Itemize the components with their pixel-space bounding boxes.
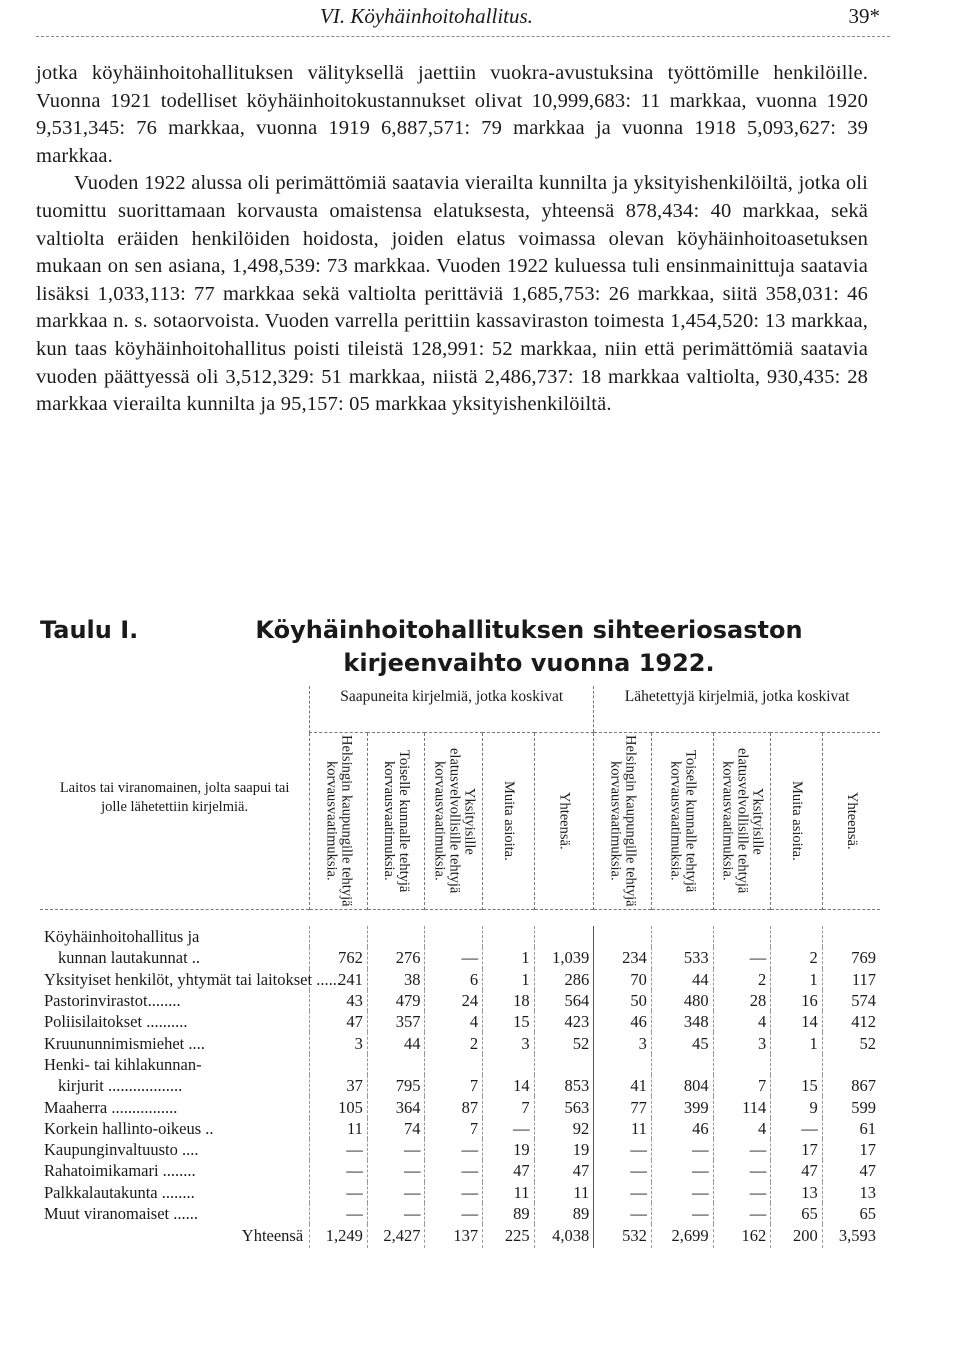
row-label: Kruununnimismiehet ....: [44, 1033, 205, 1053]
running-header: [320, 4, 880, 30]
table-cell: —: [713, 1160, 771, 1181]
table-cell: 11: [594, 1118, 652, 1139]
table-cell: 276: [367, 947, 425, 968]
table-cell: 7: [713, 1075, 771, 1096]
row-label: Henki- tai kihlakunnan-: [44, 1054, 202, 1074]
table-cell: 286: [534, 969, 594, 990]
table-cell: —: [713, 947, 771, 968]
table-cell: —: [310, 1182, 368, 1203]
chapter-title: VI. Köyhäinhoitohallitus.: [320, 4, 533, 28]
table-cell: 74: [367, 1118, 425, 1139]
table-row: [40, 990, 880, 1011]
page-number: 39*: [848, 4, 880, 28]
total-row: [40, 1224, 880, 1248]
total-cell: 200: [771, 1224, 822, 1248]
row-label: Poliisilaitokset ..........: [44, 1012, 188, 1032]
table-row: [40, 1182, 880, 1203]
table-row: [40, 1011, 880, 1032]
table-cell: 114: [713, 1096, 771, 1117]
table-cell: 38: [367, 969, 425, 990]
table-cell: [483, 926, 534, 947]
table-cell: 46: [594, 1011, 652, 1032]
header-rule: [36, 36, 890, 37]
table-cell: 47: [771, 1160, 822, 1181]
table-cell: 24: [425, 990, 483, 1011]
col-header-total-sent: Yhteensä.: [822, 733, 880, 910]
col-header-other-matters-sent: Muita asioita.: [771, 733, 822, 910]
table-cell: 412: [822, 1011, 880, 1032]
table-cell: 1: [771, 1032, 822, 1053]
total-label: Yhteensä: [241, 1226, 304, 1246]
table-cell: —: [651, 1182, 713, 1203]
table-cell: —: [594, 1139, 652, 1160]
table-row: [40, 969, 880, 990]
table-cell: —: [483, 1118, 534, 1139]
table-cell: [713, 926, 771, 947]
table-cell: 423: [534, 1011, 594, 1032]
group-header-received: Saapuneita kirjelmiä, jotka koskivat: [310, 686, 594, 733]
table-cell: 364: [367, 1096, 425, 1117]
table-cell: 804: [651, 1075, 713, 1096]
row-label: Muut viranomaiset ......: [44, 1204, 198, 1223]
table-cell: 1: [771, 969, 822, 990]
table-cell: 19: [483, 1139, 534, 1160]
table-cell: 795: [367, 1075, 425, 1096]
table-cell: —: [651, 1139, 713, 1160]
table-cell: 9: [771, 1096, 822, 1117]
table-cell: [310, 926, 368, 947]
table-cell: 11: [534, 1182, 594, 1203]
col-header-other-municipality-received: Toiselle kunnalle tehtyjä korvausvaatimuksia.: [367, 733, 425, 910]
table-cell: 19: [534, 1139, 594, 1160]
table-cell: 50: [594, 990, 652, 1011]
table-row: [40, 1054, 880, 1075]
table-cell: 867: [822, 1075, 880, 1096]
row-label: kunnan lautakunnat ..: [58, 948, 201, 968]
table-cell: 4: [425, 1011, 483, 1032]
table-cell: 241: [310, 969, 368, 990]
table-cell: [822, 926, 880, 947]
table-cell: —: [425, 1160, 483, 1181]
table-cell: 480: [651, 990, 713, 1011]
total-cell: 4,038: [534, 1224, 594, 1248]
col-header-helsinki-received: Helsingin kaupungille tehtyjä korvausvaatimuksia.: [310, 733, 368, 910]
table-cell: 14: [771, 1011, 822, 1032]
table-cell: 89: [483, 1203, 534, 1224]
table-cell: 3: [310, 1032, 368, 1053]
table-row: [40, 1118, 880, 1139]
table-cell: —: [367, 1139, 425, 1160]
table-cell: [594, 1054, 652, 1075]
table-number: Taulu I.: [40, 616, 139, 644]
table-cell: 2: [771, 947, 822, 968]
table-cell: 4: [713, 1011, 771, 1032]
table-row: [40, 1160, 880, 1181]
table-cell: 15: [771, 1075, 822, 1096]
table-cell: —: [310, 1203, 368, 1224]
table-cell: 77: [594, 1096, 652, 1117]
table-cell: 65: [771, 1203, 822, 1224]
table-cell: [822, 1054, 880, 1075]
table-cell: —: [594, 1182, 652, 1203]
table-cell: 87: [425, 1096, 483, 1117]
table-cell: 7: [483, 1096, 534, 1117]
table-cell: 61: [822, 1118, 880, 1139]
table-cell: 11: [483, 1182, 534, 1203]
table-cell: 399: [651, 1096, 713, 1117]
table-cell: 43: [310, 990, 368, 1011]
table-row: [40, 1032, 880, 1053]
table-cell: [594, 926, 652, 947]
table-cell: 17: [822, 1139, 880, 1160]
table-row: [40, 1139, 880, 1160]
table-cell: 533: [651, 947, 713, 968]
table-row: [40, 1075, 880, 1096]
table-row: [40, 1096, 880, 1117]
table-cell: 564: [534, 990, 594, 1011]
table-cell: 2: [425, 1032, 483, 1053]
table-cell: 45: [651, 1032, 713, 1053]
table-cell: 13: [771, 1182, 822, 1203]
table-cell: [425, 1054, 483, 1075]
table-cell: —: [713, 1182, 771, 1203]
table-cell: 117: [822, 969, 880, 990]
table-cell: 1: [483, 947, 534, 968]
table-cell: —: [713, 1203, 771, 1224]
table-cell: [367, 926, 425, 947]
total-cell: 225: [483, 1224, 534, 1248]
table-cell: 16: [771, 990, 822, 1011]
table-cell: 47: [483, 1160, 534, 1181]
total-cell: 3,593: [822, 1224, 880, 1248]
table-cell: 853: [534, 1075, 594, 1096]
table-cell: 15: [483, 1011, 534, 1032]
table-cell: 3: [483, 1032, 534, 1053]
table-row: [40, 947, 880, 968]
table-cell: —: [594, 1203, 652, 1224]
table-cell: [651, 926, 713, 947]
table-cell: 46: [651, 1118, 713, 1139]
row-label: Kaupunginvaltuusto ....: [44, 1140, 199, 1160]
table-cell: 13: [822, 1182, 880, 1203]
total-cell: 1,249: [310, 1224, 368, 1248]
table-cell: [771, 1054, 822, 1075]
table-cell: [534, 1054, 594, 1075]
table-cell: —: [367, 1182, 425, 1203]
group-header-sent: Lähetettyjä kirjelmiä, jotka koskivat: [594, 686, 880, 733]
row-label: Korkein hallinto-oikeus ..: [44, 1118, 214, 1138]
table-cell: [367, 1054, 425, 1075]
table-cell: 47: [534, 1160, 594, 1181]
table-cell: 599: [822, 1096, 880, 1117]
paragraph-1: jotka köyhäinhoitohallituksen välityksellä jaettiin vuokra-avustuksina työttömille henkilöille. Vuonna 1921 todelliset köyhäinhoitokustannukset olivat 10,999,683: 11 markkaa, vuonna 1920 9,531,345: 76 markkaa, vuonna 1919 6,887,571: 79 markkaa ja vuonna 1918 5,093,627: 39 markkaa.: [36, 62, 868, 167]
row-label: Palkkalautakunta ........: [44, 1182, 195, 1202]
table-cell: [534, 926, 594, 947]
total-cell: 2,699: [651, 1224, 713, 1248]
total-cell: 532: [594, 1224, 652, 1248]
row-label: Maaherra ................: [44, 1097, 178, 1117]
table-cell: —: [367, 1203, 425, 1224]
table-cell: —: [425, 1182, 483, 1203]
table-cell: 44: [651, 969, 713, 990]
table-cell: 7: [425, 1075, 483, 1096]
table-cell: 348: [651, 1011, 713, 1032]
table-cell: —: [425, 1139, 483, 1160]
table-cell: 52: [534, 1032, 594, 1053]
row-label: Rahatoimikamari ........: [44, 1161, 196, 1181]
table-cell: 2: [713, 969, 771, 990]
table-row: [40, 1203, 880, 1224]
table-title: Köyhäinhoitohallituksen sihteeriosaston kirjeenvaihto vuonna 1922.: [255, 616, 803, 677]
table-cell: [310, 1054, 368, 1075]
table-cell: [425, 926, 483, 947]
stub-header: Laitos tai viranomainen, jolta saapui tai jolle lähetettiin kirjelmiä.: [59, 779, 290, 815]
table-cell: [651, 1054, 713, 1075]
table-cell: 1: [483, 969, 534, 990]
table-cell: 47: [310, 1011, 368, 1032]
table-cell: —: [425, 947, 483, 968]
table-cell: [483, 1054, 534, 1075]
table-cell: 17: [771, 1139, 822, 1160]
table-cell: 4: [713, 1118, 771, 1139]
table-cell: —: [310, 1160, 368, 1181]
col-header-private-received: Yksityisille elatusvelvollisille tehtyjä korvausvaatimuksia.: [425, 733, 483, 910]
col-header-other-matters-received: Muita asioita.: [483, 733, 534, 910]
table-cell: —: [367, 1160, 425, 1181]
table-cell: 7: [425, 1118, 483, 1139]
table-cell: 479: [367, 990, 425, 1011]
table-cell: 47: [822, 1160, 880, 1181]
table-cell: 37: [310, 1075, 368, 1096]
table-cell: 92: [534, 1118, 594, 1139]
table-cell: 563: [534, 1096, 594, 1117]
table-cell: 28: [713, 990, 771, 1011]
col-header-private-sent: Yksityisille elatusvelvollisille tehtyjä korvausvaatimuksia.: [713, 733, 771, 910]
table-cell: 769: [822, 947, 880, 968]
total-cell: 137: [425, 1224, 483, 1248]
table-cell: 89: [534, 1203, 594, 1224]
row-label: Pastorinvirastot........: [44, 991, 181, 1011]
table-cell: —: [713, 1139, 771, 1160]
table-cell: 6: [425, 969, 483, 990]
table-cell: 52: [822, 1032, 880, 1053]
table-cell: —: [425, 1203, 483, 1224]
total-cell: 2,427: [367, 1224, 425, 1248]
paragraph-2: Vuoden 1922 alussa oli perimättömiä saatavia vierailta kunnilta ja yksityishenkilöiltä, jotka oli tuomittu suorittamaan korvausta omaistensa elatuksesta, yhteensä 878,434: 40 markkaa, sekä valtiolta eräiden henkilöiden hoidosta, joiden elatus voimassa olevan köyhäinhoitoasetuksen mukaan on sen asiana, 1,498,539: 73 markkaa. Vuoden 1922 kuluessa tuli ensinmainittuja saatavia lisäksi 1,033,113: 77 markkaa sekä valtiolta perittäviä 1,685,753: 26 markkaa, siitä 358,031: 46 markkaa n. s. sotaorvoista. Vuoden varrella perittiin kassaviraston toimesta 1,454,520: 13 markkaa, kun taas köyhäinhoitohallitus poisti tileistä 128,991: 52 markkaa, niin että perimättömiä saatavia vuoden päättyessä oli 3,512,329: 51 markkaa, niistä 2,486,737: 18 markkaa valtiolta, 930,435: 28 markkaa vierailta kunnilta ja 95,157: 05 markkaa yksityishenkilöiltä.: [36, 172, 868, 416]
total-cell: 162: [713, 1224, 771, 1248]
row-label: Yksityiset henkilöt, yhtymät tai laitokset ......: [44, 969, 341, 989]
table-cell: [713, 1054, 771, 1075]
body-text: [36, 60, 868, 419]
table-row: [40, 926, 880, 947]
table-cell: 14: [483, 1075, 534, 1096]
table-cell: —: [594, 1160, 652, 1181]
table-cell: 11: [310, 1118, 368, 1139]
col-header-total-received: Yhteensä.: [534, 733, 594, 910]
table-cell: 3: [713, 1032, 771, 1053]
table-cell: 18: [483, 990, 534, 1011]
table-cell: —: [651, 1160, 713, 1181]
table-cell: 762: [310, 947, 368, 968]
row-label: Köyhäinhoitohallitus ja: [44, 927, 200, 947]
table-cell: —: [651, 1203, 713, 1224]
table-cell: 357: [367, 1011, 425, 1032]
table-cell: 70: [594, 969, 652, 990]
col-header-other-municipality-sent: Toiselle kunnalle tehtyjä korvausvaatimuksia.: [651, 733, 713, 910]
table-cell: 41: [594, 1075, 652, 1096]
row-label: kirjurit ..................: [58, 1076, 183, 1096]
table-cell: 44: [367, 1032, 425, 1053]
table-cell: —: [310, 1139, 368, 1160]
table-cell: 105: [310, 1096, 368, 1117]
col-header-helsinki-sent: Helsingin kaupungille tehtyjä korvausvaatimuksia.: [594, 733, 652, 910]
table-body: [40, 910, 880, 1249]
table-cell: —: [771, 1118, 822, 1139]
table-cell: 234: [594, 947, 652, 968]
table-cell: 65: [822, 1203, 880, 1224]
table-cell: 3: [594, 1032, 652, 1053]
table-cell: 1,039: [534, 947, 594, 968]
table-cell: [771, 926, 822, 947]
table-cell: 574: [822, 990, 880, 1011]
correspondence-table: [40, 686, 880, 1248]
